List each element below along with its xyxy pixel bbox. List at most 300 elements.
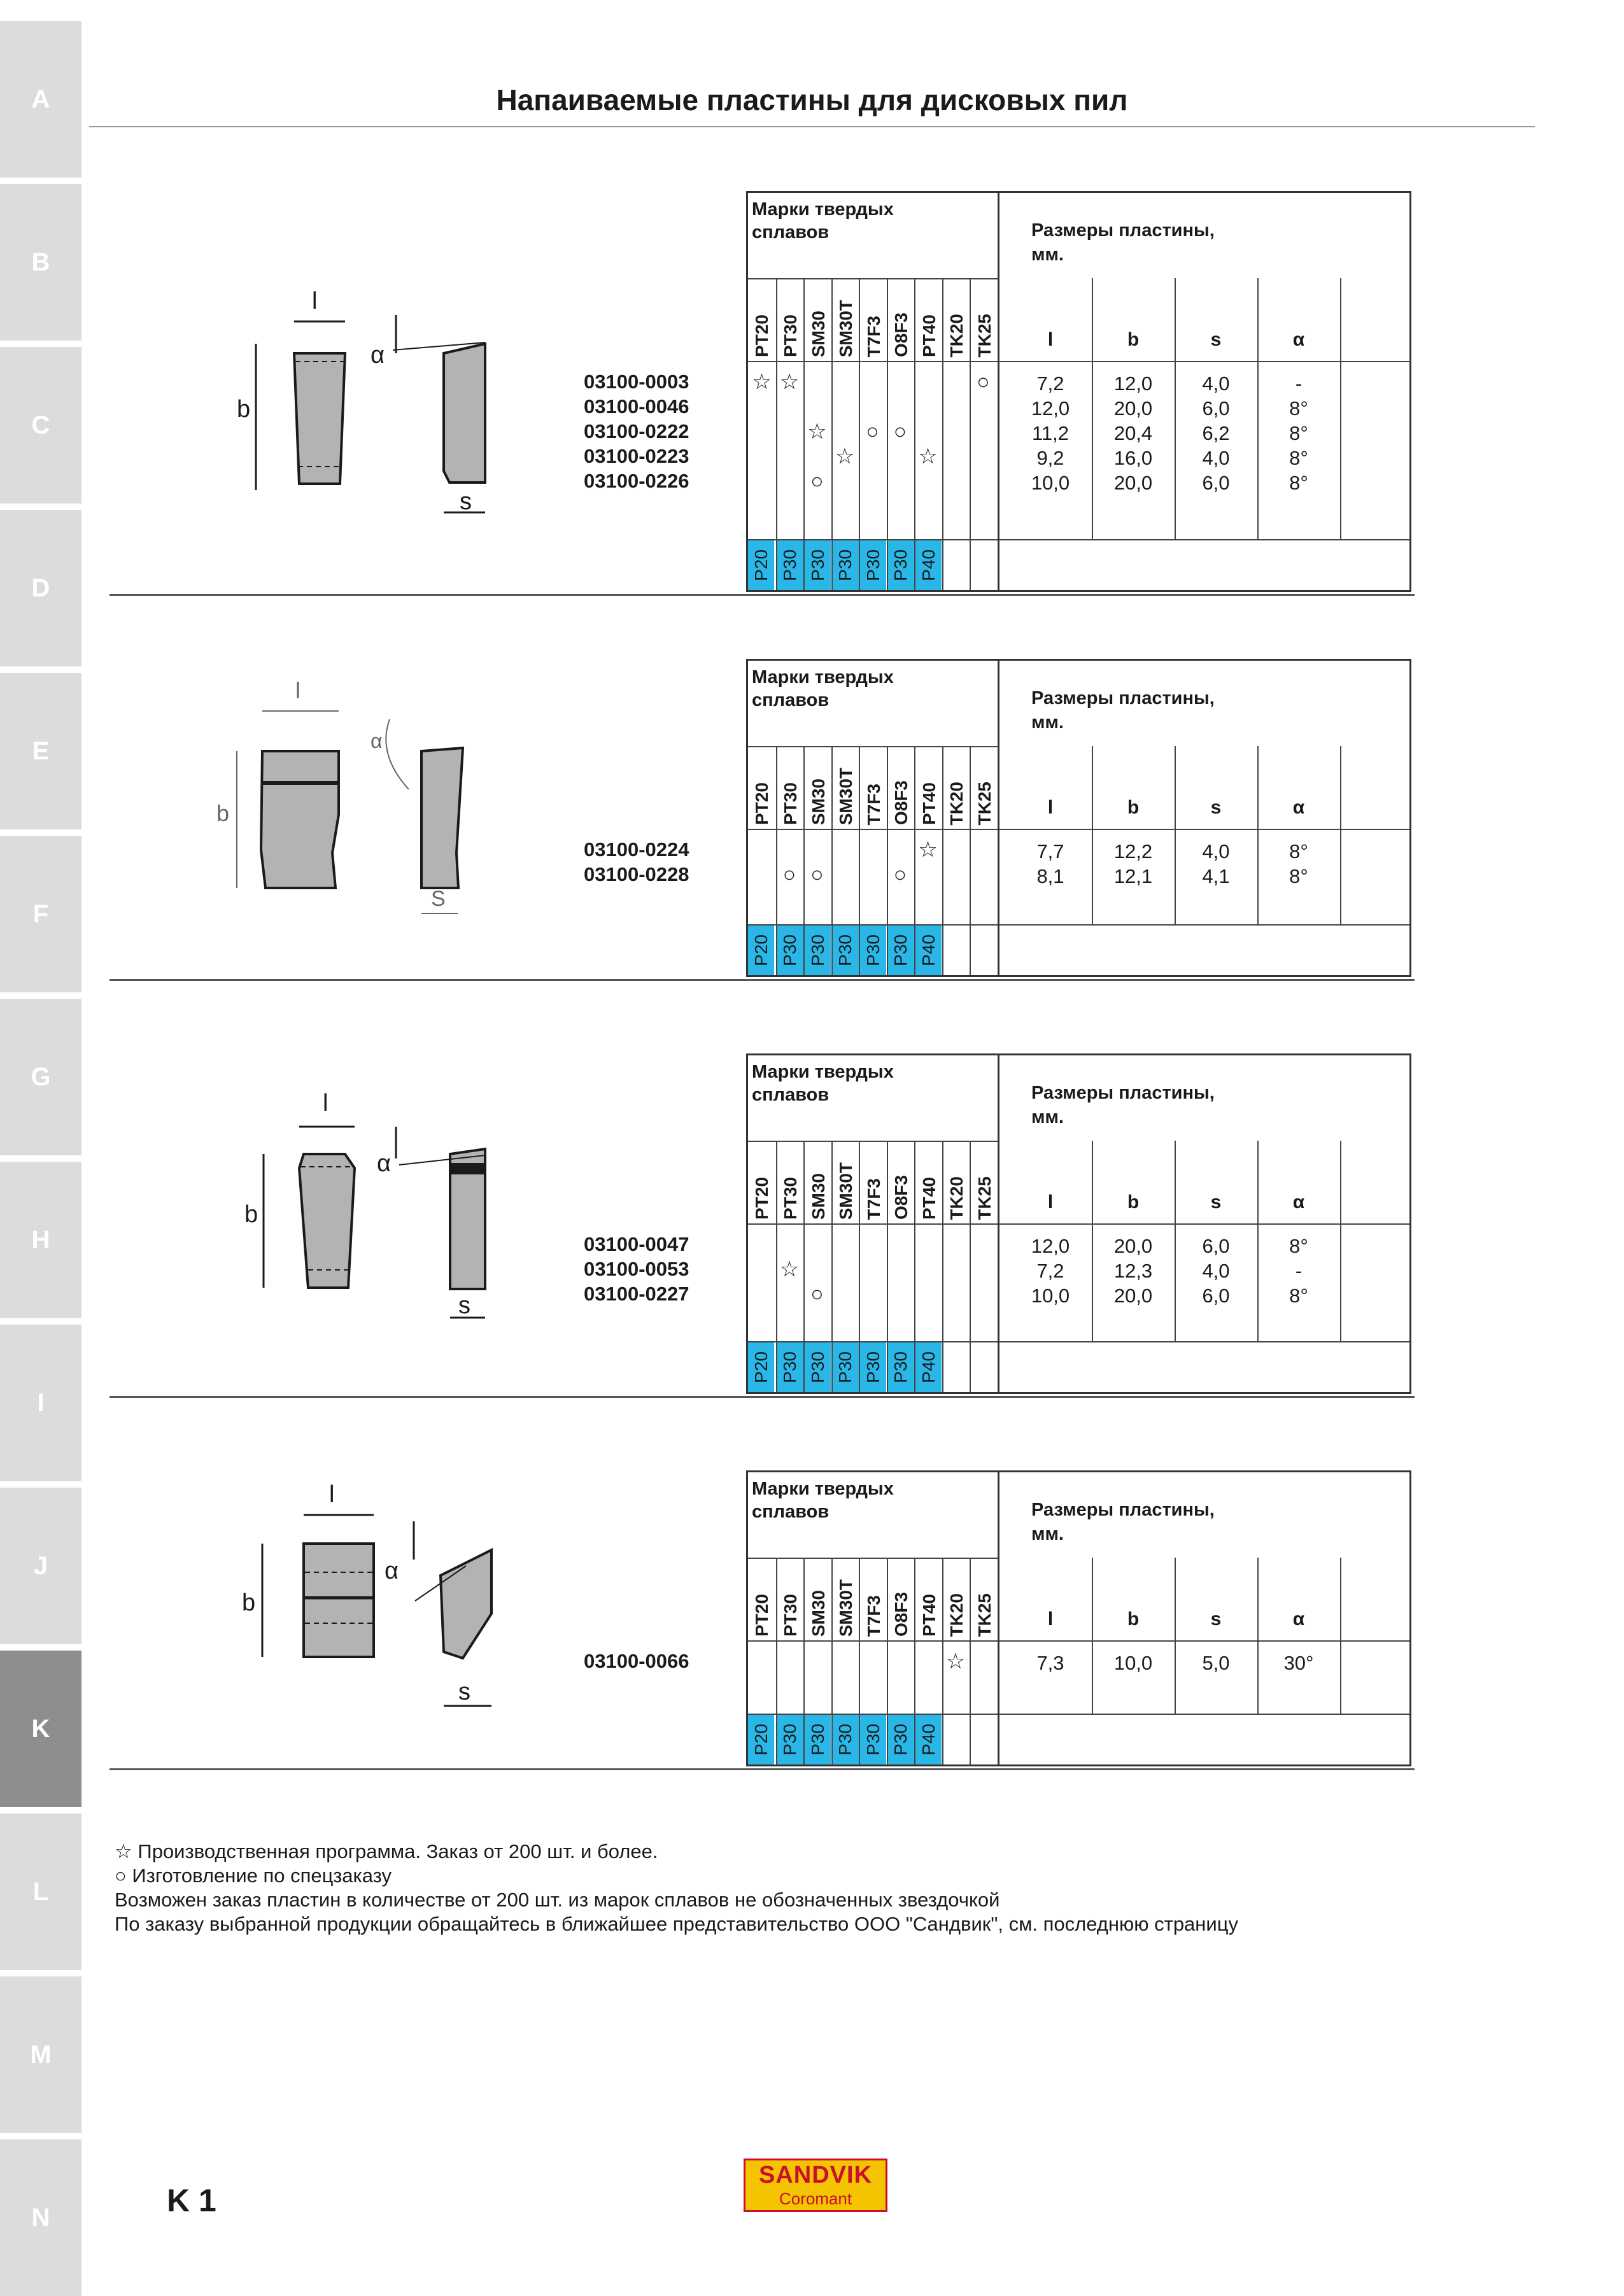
dim-divider <box>1175 746 1176 924</box>
iso-code-text: P30 <box>780 1724 800 1756</box>
grade-column <box>831 1558 859 1764</box>
dim-header-s: s <box>1210 1609 1222 1630</box>
grade-text: TK20 <box>947 781 966 825</box>
insert-front-view <box>299 1154 355 1288</box>
grade-column <box>970 278 997 590</box>
grade-dimension-table <box>746 1053 1411 1394</box>
dim-value: 20,4 <box>1113 422 1153 444</box>
grade-text: SM30 <box>808 778 828 825</box>
grade-text: PT30 <box>780 1177 800 1220</box>
dim-value: 4,0 <box>1202 447 1230 469</box>
grade-text: PT20 <box>751 1177 772 1220</box>
star-icon: ☆ <box>115 1840 132 1863</box>
logo-brand: SANDVIK <box>758 2162 873 2188</box>
product-code[interactable]: 03100-0066 <box>584 1650 689 1672</box>
grade-text: O8F3 <box>891 1591 911 1637</box>
star-icon: ☆ <box>807 419 827 444</box>
side-tab-k[interactable]: K <box>0 1651 81 1807</box>
product-codes <box>584 369 826 493</box>
product-code[interactable]: 03100-0003 <box>584 370 689 393</box>
dim-value: 20,0 <box>1113 397 1153 419</box>
dim-value: 4,1 <box>1202 865 1230 887</box>
dim-value: 8° <box>1289 447 1308 469</box>
insert-drawing <box>109 659 581 981</box>
star-icon: ☆ <box>945 1649 966 1673</box>
sandvik-logo <box>744 2159 887 2212</box>
dim-divider <box>1340 746 1341 924</box>
dim-l-label: l <box>295 677 300 703</box>
iso-code-text: P30 <box>863 934 883 966</box>
iso-code-cell <box>777 926 803 975</box>
side-tab-d[interactable]: D <box>0 510 81 666</box>
grade-text: PT20 <box>751 1594 772 1637</box>
dim-value: 7,2 <box>1036 1260 1064 1282</box>
dim-value: 4,0 <box>1202 840 1230 863</box>
iso-code-text: P20 <box>751 1351 771 1383</box>
grade-label <box>805 1561 832 1637</box>
grade-label <box>805 1144 832 1220</box>
dim-value: 4,0 <box>1202 372 1230 395</box>
grade-text: T7F3 <box>863 1178 884 1220</box>
iso-code-cell <box>888 926 914 975</box>
dim-divider <box>1092 1558 1093 1714</box>
dim-header-b: b <box>1127 329 1140 350</box>
page-number: K 1 <box>167 2183 216 2218</box>
product-code[interactable]: 03100-0227 <box>584 1283 689 1305</box>
dim-value: 7,3 <box>1036 1652 1064 1674</box>
dims-title-2: мм. <box>1031 1524 1064 1544</box>
page-title: Напаиваемые пластины для дисковых пил <box>496 83 1128 116</box>
product-codes <box>584 1649 826 1673</box>
dims-header <box>999 193 1409 278</box>
star-icon: ☆ <box>918 838 938 862</box>
side-tab-a[interactable]: A <box>0 21 81 178</box>
section-divider <box>109 594 1415 596</box>
grade-column <box>914 1141 942 1392</box>
dims-header <box>999 1055 1409 1141</box>
dim-b-label: b <box>237 396 251 423</box>
grade-text: TK20 <box>947 1176 966 1220</box>
grade-label <box>777 1144 805 1220</box>
iso-code-text: P20 <box>751 549 771 581</box>
grade-label <box>777 1561 805 1637</box>
iso-code-text: P30 <box>835 549 855 581</box>
grades-title-2: сплавов <box>752 1085 830 1105</box>
dim-values-s <box>1175 839 1257 889</box>
iso-code-text: P30 <box>863 1724 883 1756</box>
footnote-line4: По заказу выбранной продукции обращайтесь в ближайшее представительство ООО "Сандвик", см. последнюю страницу <box>115 1913 1238 1935</box>
iso-code-cell <box>748 1715 774 1764</box>
grades-title-2: сплавов <box>752 222 830 243</box>
grade-label <box>971 1144 998 1220</box>
grade-label <box>888 1561 915 1637</box>
dims-title-2: мм. <box>1031 712 1064 733</box>
insert-side-view <box>421 748 463 888</box>
dim-header-b: b <box>1127 1609 1140 1630</box>
side-tab-m[interactable]: M <box>0 1976 81 2133</box>
grade-text: PT40 <box>919 1594 939 1637</box>
iso-code-text: P30 <box>807 1724 828 1756</box>
grade-text: SM30T <box>836 767 856 825</box>
dim-value: 10,0 <box>1113 1652 1153 1674</box>
dim-divider <box>1257 1558 1259 1714</box>
circle-icon: ○ <box>810 469 824 493</box>
iso-code-cell <box>888 1342 914 1392</box>
grade-column <box>942 1141 970 1392</box>
dim-value: 8° <box>1289 397 1308 419</box>
grade-column <box>831 746 859 975</box>
side-tab-n[interactable]: N <box>0 2139 81 2296</box>
grade-label <box>833 1561 860 1637</box>
footnote-line3: Возможен заказ пластин в количестве от 200 шт. из марок сплавов не обозначенных звездочкой <box>115 1889 1000 1911</box>
grade-column <box>887 1141 914 1392</box>
grade-text: SM30 <box>808 1173 828 1220</box>
dim-value: 6,0 <box>1202 397 1230 419</box>
dim-value: 8° <box>1289 1235 1308 1257</box>
dim-header-s: s <box>1210 329 1222 350</box>
logo-sub: Coromant <box>779 2189 852 2208</box>
circle-icon: ○ <box>893 419 907 444</box>
iso-code-text: P30 <box>891 1351 910 1383</box>
side-tab-e[interactable]: E <box>0 673 81 829</box>
dim-value: 7,2 <box>1036 372 1064 395</box>
grade-column <box>859 746 886 975</box>
dim-value: - <box>1295 1260 1303 1282</box>
product-code[interactable]: 03100-0223 <box>584 445 689 467</box>
grade-column <box>831 1141 859 1392</box>
grade-label <box>805 750 832 825</box>
iso-code-cell <box>777 1715 803 1764</box>
iso-code-text: P40 <box>918 549 938 581</box>
grade-label <box>888 282 915 357</box>
side-tab-i[interactable]: I <box>0 1325 81 1481</box>
grade-text: O8F3 <box>891 312 911 357</box>
product-code[interactable]: 03100-0222 <box>584 420 689 442</box>
iso-code-cell <box>805 1342 831 1392</box>
grade-column <box>859 1141 886 1392</box>
grade-text: PT20 <box>751 314 772 357</box>
grade-text: TK20 <box>947 313 966 357</box>
side-tab-h[interactable]: H <box>0 1162 81 1318</box>
dim-value: 6,2 <box>1202 422 1230 444</box>
iso-code-cell <box>833 1342 859 1392</box>
dim-value: 6,0 <box>1202 472 1230 494</box>
insert-drawing <box>109 1470 581 1770</box>
dim-header-alpha: α <box>1292 797 1305 818</box>
product-code[interactable]: 03100-0053 <box>584 1258 689 1280</box>
grade-label <box>943 282 971 357</box>
product-code[interactable]: 03100-0046 <box>584 395 689 418</box>
product-code[interactable]: 03100-0228 <box>584 863 689 885</box>
dim-value: 8° <box>1289 472 1308 494</box>
dim-s-label: S <box>431 887 446 911</box>
dim-values-alpha <box>1257 1651 1340 1675</box>
iso-code-text: P30 <box>891 934 910 966</box>
side-tab-g[interactable]: G <box>0 999 81 1155</box>
iso-code-cell <box>860 926 886 975</box>
grade-text: TK25 <box>974 313 994 357</box>
grade-text: TK25 <box>974 1593 994 1637</box>
insert-drawing <box>109 1053 581 1398</box>
side-tab-b[interactable]: B <box>0 184 81 341</box>
grades-title-2: сплавов <box>752 1502 830 1522</box>
grade-text: PT30 <box>780 782 800 825</box>
iso-code-text: P30 <box>835 1724 855 1756</box>
dim-s-label: s <box>458 1292 470 1319</box>
dim-header-l: l <box>1047 329 1054 350</box>
dims-title-1: Размеры пластины, <box>1031 220 1215 241</box>
dim-value: 12,1 <box>1113 865 1153 887</box>
dim-value: 8° <box>1289 840 1308 863</box>
dim-value: 7,7 <box>1036 840 1064 863</box>
dim-l-label: l <box>329 1481 335 1508</box>
iso-code-cell <box>860 1715 886 1764</box>
circle-icon: ○ <box>866 419 879 444</box>
dims-title-2: мм. <box>1031 244 1064 265</box>
title-divider <box>89 126 1535 127</box>
grades-title-1: Марки твердых <box>752 1062 894 1082</box>
dim-value: 8,1 <box>1036 865 1064 887</box>
grade-label <box>888 750 915 825</box>
grade-text: PT40 <box>919 314 939 357</box>
circle-icon: ○ <box>893 863 907 887</box>
dims-title-1: Размеры пластины, <box>1031 688 1215 708</box>
dim-value: 9,2 <box>1036 447 1064 469</box>
grade-dimension-table <box>746 659 1411 977</box>
dim-value: 5,0 <box>1202 1652 1230 1674</box>
dims-header <box>999 1472 1409 1558</box>
grades-header <box>748 661 999 746</box>
iso-code-cell <box>748 926 774 975</box>
insert-drawing <box>109 191 581 596</box>
iso-code-cell <box>777 540 803 590</box>
grade-label <box>888 1144 915 1220</box>
dim-value: 12,0 <box>1031 397 1070 419</box>
circle-icon: ○ <box>810 1282 824 1306</box>
grade-label <box>748 1144 775 1220</box>
grade-text: PT40 <box>919 1177 939 1220</box>
dim-values-alpha <box>1257 371 1340 495</box>
iso-code-cell <box>860 1342 886 1392</box>
insert-front-view <box>294 353 345 484</box>
dim-values-alpha <box>1257 1234 1340 1308</box>
grade-column <box>970 746 997 975</box>
grade-column <box>914 278 942 590</box>
grade-dimension-table <box>746 1470 1411 1766</box>
grade-label <box>971 282 998 357</box>
star-icon: ☆ <box>918 444 938 468</box>
grade-text: PT30 <box>780 314 800 357</box>
grade-label <box>860 750 887 825</box>
star-icon: ☆ <box>835 444 855 468</box>
grade-column <box>887 746 914 975</box>
dim-values-alpha <box>1257 839 1340 889</box>
iso-code-cell <box>833 540 859 590</box>
dim-header-l: l <box>1047 1609 1054 1630</box>
dim-header-b: b <box>1127 1192 1140 1213</box>
iso-code-text: P30 <box>807 549 828 581</box>
grade-label <box>805 282 832 357</box>
dim-value: - <box>1295 372 1303 395</box>
dim-value: 20,0 <box>1113 472 1153 494</box>
side-tab-l[interactable]: L <box>0 1814 81 1970</box>
iso-code-cell <box>805 540 831 590</box>
dim-alpha-label: α <box>377 1150 391 1177</box>
dim-l-label: l <box>323 1090 328 1116</box>
dim-value: 8° <box>1289 1285 1308 1307</box>
grade-label <box>748 282 775 357</box>
grades-header <box>748 1055 999 1141</box>
dim-value: 10,0 <box>1031 1285 1070 1307</box>
grade-label <box>971 1561 998 1637</box>
dim-s-label: s <box>460 488 472 515</box>
grade-column <box>942 746 970 975</box>
grade-label <box>860 1144 887 1220</box>
dim-alpha-label: α <box>371 342 385 369</box>
star-icon: ☆ <box>752 370 772 394</box>
footnotes <box>115 1840 1238 1936</box>
iso-code-text: P30 <box>780 1351 800 1383</box>
grades-title-2: сплавов <box>752 690 830 710</box>
star-icon: ☆ <box>779 1257 800 1281</box>
dim-divider <box>1175 1558 1176 1714</box>
grade-text: T7F3 <box>863 783 884 825</box>
grade-label <box>777 750 805 825</box>
grade-text: TK25 <box>974 781 994 825</box>
iso-code-text: P30 <box>807 934 828 966</box>
side-tab-f[interactable]: F <box>0 836 81 992</box>
dim-values-l <box>1009 839 1092 889</box>
iso-code-cell <box>888 1715 914 1764</box>
dim-divider <box>1340 1141 1341 1341</box>
grade-label <box>915 750 943 825</box>
dim-alpha-label: α <box>371 729 383 752</box>
iso-code-text: P40 <box>918 1724 938 1756</box>
grade-column <box>887 1558 914 1764</box>
grade-label <box>833 282 860 357</box>
grade-label <box>915 282 943 357</box>
insert-side-view <box>444 344 485 482</box>
grade-text: O8F3 <box>891 780 911 825</box>
side-tab-c[interactable]: C <box>0 347 81 504</box>
grade-text: SM30 <box>808 1589 828 1637</box>
grade-text: SM30T <box>836 1162 856 1220</box>
dim-value: 20,0 <box>1113 1235 1153 1257</box>
dims-title-1: Размеры пластины, <box>1031 1083 1215 1103</box>
star-icon: ☆ <box>779 370 800 394</box>
product-code[interactable]: 03100-0226 <box>584 470 689 492</box>
grade-label <box>833 1144 860 1220</box>
grade-text: PT30 <box>780 1594 800 1637</box>
grades-header <box>748 193 999 278</box>
dim-values-b <box>1092 839 1175 889</box>
iso-code-text: P30 <box>835 1351 855 1383</box>
grade-label <box>915 1561 943 1637</box>
dim-values-b <box>1092 371 1175 495</box>
dim-value: 12,0 <box>1031 1235 1070 1257</box>
dim-header-alpha: α <box>1292 329 1305 350</box>
iso-code-cell <box>748 1342 774 1392</box>
grade-text: T7F3 <box>863 315 884 357</box>
grade-column <box>859 1558 886 1764</box>
grade-label <box>748 750 775 825</box>
dim-header-s: s <box>1210 1192 1222 1213</box>
grade-label <box>943 1144 971 1220</box>
circle-icon: ○ <box>977 370 990 394</box>
dim-b-label: b <box>216 800 230 826</box>
footnote-circle: ○ Изготовление по спецзаказу <box>115 1864 392 1887</box>
circle-icon: ○ <box>782 863 796 887</box>
grade-label <box>943 750 971 825</box>
iso-code-cell <box>805 926 831 975</box>
dim-value: 12,3 <box>1113 1260 1153 1282</box>
dim-values-l <box>1009 371 1092 495</box>
dims-header <box>999 661 1409 746</box>
dim-value: 12,0 <box>1113 372 1153 395</box>
dim-s-label: s <box>458 1679 470 1705</box>
grade-text: TK25 <box>974 1176 994 1220</box>
grade-text: PT20 <box>751 782 772 825</box>
iso-code-text: P40 <box>918 934 938 966</box>
product-section <box>109 1053 1415 1398</box>
grade-column <box>942 278 970 590</box>
iso-code-text: P20 <box>751 934 771 966</box>
iso-code-cell <box>915 1342 942 1392</box>
iso-code-text: P20 <box>751 1724 771 1756</box>
dim-values-b <box>1092 1651 1175 1675</box>
grade-column <box>970 1558 997 1764</box>
dim-header-s: s <box>1210 797 1222 818</box>
iso-code-text: P30 <box>891 1724 910 1756</box>
iso-code-text: P30 <box>780 549 800 581</box>
insert-front-view <box>261 751 339 888</box>
dim-divider <box>1092 746 1093 924</box>
dim-values-s <box>1175 371 1257 495</box>
dim-values-b <box>1092 1234 1175 1308</box>
grades-title-1: Марки твердых <box>752 667 894 687</box>
dim-header-l: l <box>1047 797 1054 818</box>
grade-text: O8F3 <box>891 1174 911 1220</box>
product-code[interactable]: 03100-0224 <box>584 838 689 861</box>
dim-value: 30° <box>1283 1652 1314 1674</box>
iso-code-text: P30 <box>863 1351 883 1383</box>
iso-code-cell <box>748 540 774 590</box>
dim-values-l <box>1009 1651 1092 1675</box>
iso-code-cell <box>888 540 914 590</box>
dim-value: 10,0 <box>1031 472 1070 494</box>
grade-text: SM30 <box>808 310 828 357</box>
dim-b-label: b <box>244 1201 258 1228</box>
dim-header-l: l <box>1047 1192 1054 1213</box>
iso-code-cell <box>833 926 859 975</box>
grade-text: PT40 <box>919 782 939 825</box>
insert-front-view <box>304 1544 374 1657</box>
iso-code-cell <box>805 1715 831 1764</box>
iso-code-text: P30 <box>891 549 910 581</box>
product-section <box>109 191 1415 596</box>
dim-value: 11,2 <box>1031 422 1070 444</box>
iso-code-cell <box>860 540 886 590</box>
grade-dimension-table <box>746 191 1411 592</box>
grades-title-1: Марки твердых <box>752 1479 894 1499</box>
product-code[interactable]: 03100-0047 <box>584 1233 689 1255</box>
dims-title-1: Размеры пластины, <box>1031 1500 1215 1520</box>
side-tab-j[interactable]: J <box>0 1488 81 1644</box>
grades-title-1: Марки твердых <box>752 199 894 220</box>
dim-alpha-label: α <box>385 1558 399 1584</box>
section-divider <box>109 1768 1415 1770</box>
grade-label <box>943 1561 971 1637</box>
